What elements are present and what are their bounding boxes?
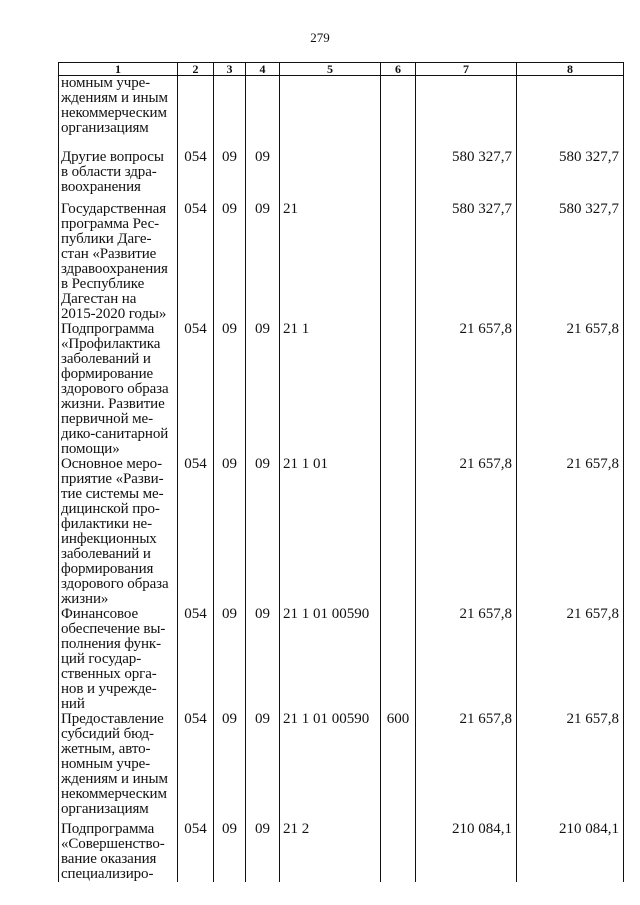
cell-expense-type (381, 76, 416, 151)
table-row (59, 202, 624, 322)
cell-ministry-code: 054 (178, 322, 214, 457)
column-header: 3 (214, 63, 246, 76)
row-name (59, 822, 178, 882)
cell-subsection-code: 09 (246, 150, 280, 202)
cell-target-article: 21 1 01 00590 (280, 607, 381, 712)
cell-target-article (280, 150, 381, 202)
column-header: 7 (416, 63, 517, 76)
cell-subsection-code (246, 76, 280, 151)
column-header: 1 (59, 63, 178, 76)
row-name (59, 712, 178, 822)
table-row (59, 712, 624, 822)
cell-amount-year1 (416, 76, 517, 151)
table-row (59, 607, 624, 712)
cell-amount-year1: 580 327,7 (416, 202, 517, 322)
cell-ministry-code: 054 (178, 822, 214, 882)
cell-amount-year1: 21 657,8 (416, 322, 517, 457)
row-name-text: Предоставление субсидий бюд- жетным, авто- номным учре- ждениям и иным некоммерческим организациям (61, 711, 168, 817)
cell-target-article: 21 1 01 00590 (280, 712, 381, 822)
cell-section-code (214, 76, 246, 151)
row-name (59, 202, 178, 322)
cell-ministry-code (178, 76, 214, 151)
row-name (59, 607, 178, 712)
table-row (59, 822, 624, 882)
column-header: 5 (280, 63, 381, 76)
cell-subsection-code: 09 (246, 712, 280, 822)
cell-section-code: 09 (214, 607, 246, 712)
table-header-row (59, 63, 624, 76)
cell-expense-type (381, 322, 416, 457)
budget-table-container (58, 62, 623, 882)
cell-section-code: 09 (214, 322, 246, 457)
cell-amount-year2: 210 084,1 (517, 822, 624, 882)
cell-expense-type: 600 (381, 712, 416, 822)
table-row (59, 150, 624, 202)
cell-ministry-code: 054 (178, 607, 214, 712)
row-name-text: Другие вопросы в области здра- воохранения (61, 149, 164, 195)
column-header: 2 (178, 63, 214, 76)
table-row (59, 76, 624, 151)
cell-target-article: 21 2 (280, 822, 381, 882)
cell-amount-year1: 21 657,8 (416, 712, 517, 822)
table-row (59, 457, 624, 607)
cell-section-code: 09 (214, 457, 246, 607)
cell-subsection-code: 09 (246, 822, 280, 882)
cell-amount-year1: 210 084,1 (416, 822, 517, 882)
cell-subsection-code: 09 (246, 202, 280, 322)
column-header: 4 (246, 63, 280, 76)
column-header: 6 (381, 63, 416, 76)
row-name (59, 457, 178, 607)
row-name (59, 76, 178, 151)
cell-amount-year1: 580 327,7 (416, 150, 517, 202)
cell-section-code: 09 (214, 712, 246, 822)
cell-subsection-code: 09 (246, 607, 280, 712)
cell-expense-type (381, 607, 416, 712)
page-number: 279 (310, 30, 330, 45)
cell-target-article: 21 1 01 (280, 457, 381, 607)
cell-subsection-code: 09 (246, 322, 280, 457)
cell-expense-type (381, 202, 416, 322)
cell-target-article: 21 (280, 202, 381, 322)
cell-amount-year2: 21 657,8 (517, 322, 624, 457)
cell-amount-year2: 21 657,8 (517, 607, 624, 712)
cell-ministry-code: 054 (178, 202, 214, 322)
row-name-text: Государственная программа Рес- публики Даге- стан «Развитие здравоохранения в Республике Дагестан на 2015-2020 годы» (61, 201, 168, 322)
cell-amount-year1: 21 657,8 (416, 457, 517, 607)
column-header: 8 (517, 63, 624, 76)
cell-expense-type (381, 822, 416, 882)
budget-table (58, 62, 624, 882)
cell-target-article (280, 76, 381, 151)
cell-amount-year2: 21 657,8 (517, 712, 624, 822)
cell-expense-type (381, 457, 416, 607)
cell-section-code: 09 (214, 202, 246, 322)
cell-section-code: 09 (214, 822, 246, 882)
cell-ministry-code: 054 (178, 150, 214, 202)
row-name-text: Подпрограмма «Профилактика заболеваний и формирование здорового образа жизни. Развитие первичной ме- дико-санитарной помощи» (61, 321, 169, 457)
cell-amount-year2 (517, 76, 624, 151)
cell-ministry-code: 054 (178, 457, 214, 607)
row-name-text: номным учре- ждениям и иным некоммерческим организациям (61, 75, 168, 136)
row-name (59, 322, 178, 457)
row-name-text: Подпрограмма «Совершенство- вание оказания специализиро- (61, 821, 165, 882)
cell-subsection-code: 09 (246, 457, 280, 607)
cell-section-code: 09 (214, 150, 246, 202)
cell-amount-year2: 21 657,8 (517, 457, 624, 607)
row-name-text: Основное меро- приятие «Разви- тие системы ме- дицинской про- филактики не- инфекционных заболеваний и формирования здорового образа жизни» (61, 456, 169, 607)
cell-expense-type (381, 150, 416, 202)
row-name-text: Финансовое обеспечение вы- полнения функ- ций государ- ственных орга- нов и учрежде- ний (61, 606, 166, 712)
table-row (59, 322, 624, 457)
cell-amount-year1: 21 657,8 (416, 607, 517, 712)
cell-ministry-code: 054 (178, 712, 214, 822)
row-name (59, 150, 178, 202)
cell-target-article: 21 1 (280, 322, 381, 457)
cell-amount-year2: 580 327,7 (517, 202, 624, 322)
cell-amount-year2: 580 327,7 (517, 150, 624, 202)
